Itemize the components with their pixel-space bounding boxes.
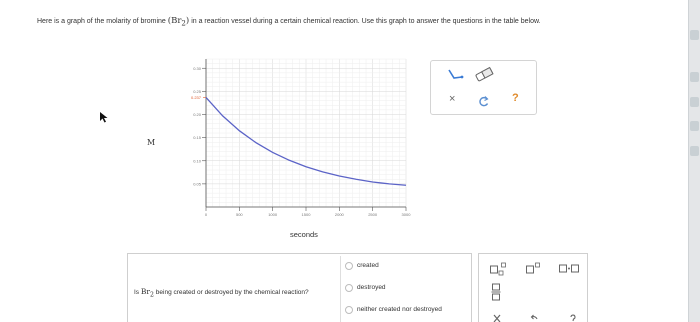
radio-neither[interactable]: [345, 306, 353, 314]
question-suffix: in a reaction vessel during a certain chemical reaction. Use this graph to answer the questions in the table below.: [191, 18, 541, 25]
subscript-superscript-icon[interactable]: [489, 262, 507, 276]
sub-question-text: [134, 286, 324, 301]
y-axis-label: M: [147, 138, 156, 147]
table-divider: [340, 256, 341, 322]
bromine-formula: [168, 16, 189, 26]
y-tick-label: 0.10: [193, 158, 201, 164]
multiply-dot-icon[interactable]: [558, 263, 580, 275]
undo-icon[interactable]: [478, 95, 490, 107]
help-button[interactable]: ?: [512, 92, 519, 104]
formula-element: (Br: [167, 16, 182, 26]
cancel-icon[interactable]: [492, 314, 502, 322]
formula-subscript: 2: [149, 291, 154, 299]
x-tick-label: 1000: [268, 212, 278, 217]
edge-tab[interactable]: [690, 97, 699, 107]
superscript-icon[interactable]: [525, 262, 541, 276]
sub-question-prefix: Is: [134, 289, 140, 296]
sub-question-formula: [140, 287, 154, 299]
mouse-cursor-icon: [99, 111, 109, 123]
help-icon[interactable]: [568, 314, 578, 322]
question-text: [37, 15, 657, 30]
formula-subscript: 2: [181, 18, 186, 28]
x-tick-label: 2000: [334, 212, 344, 217]
math-toolbar: [478, 253, 588, 322]
x-axis-label: seconds: [290, 230, 318, 239]
molarity-graph: [160, 55, 430, 275]
y-tick-label: 0.30: [193, 65, 201, 71]
edge-tab[interactable]: [690, 30, 699, 40]
tick-labels: [191, 66, 411, 217]
eraser-icon[interactable]: [473, 66, 495, 82]
x-tick-label: 3000: [401, 212, 411, 217]
option-created-label[interactable]: created: [357, 262, 379, 269]
right-scrollbar-edge[interactable]: [688, 0, 700, 322]
graph-tools-panel: [430, 60, 537, 115]
y-tick-label: 0.15: [193, 135, 201, 141]
y-marker-label: 0.237: [190, 94, 201, 100]
y-tick-label: 0.05: [193, 181, 201, 187]
fraction-icon[interactable]: [491, 283, 501, 301]
x-tick-label: 2500: [368, 212, 378, 217]
radio-created[interactable]: [345, 262, 353, 270]
option-neither-label[interactable]: neither created nor destroyed: [357, 306, 442, 313]
undo-icon[interactable]: [529, 314, 539, 322]
edge-tab[interactable]: [690, 72, 699, 82]
line-tool-icon[interactable]: [445, 67, 465, 83]
grid-lines: [206, 59, 406, 207]
edge-tab[interactable]: [690, 146, 699, 156]
y-tick-label: 0.25: [193, 88, 201, 94]
x-tick-label: 500: [235, 212, 243, 217]
edge-tab[interactable]: [690, 121, 699, 131]
question-prefix: Here is a graph of the molarity of bromine: [37, 18, 166, 25]
formula-element: Br: [140, 287, 150, 296]
y-tick-label: 0.20: [193, 112, 201, 117]
radio-destroyed[interactable]: [345, 284, 353, 292]
x-tick-label: 1500: [301, 212, 311, 217]
sub-question-suffix: being created or destroyed by the chemical reaction?: [155, 289, 309, 296]
option-destroyed-label[interactable]: destroyed: [357, 284, 386, 291]
cancel-button[interactable]: ×: [449, 93, 456, 105]
x-tick-label: 0: [204, 212, 208, 217]
formula-close: ): [185, 16, 190, 26]
